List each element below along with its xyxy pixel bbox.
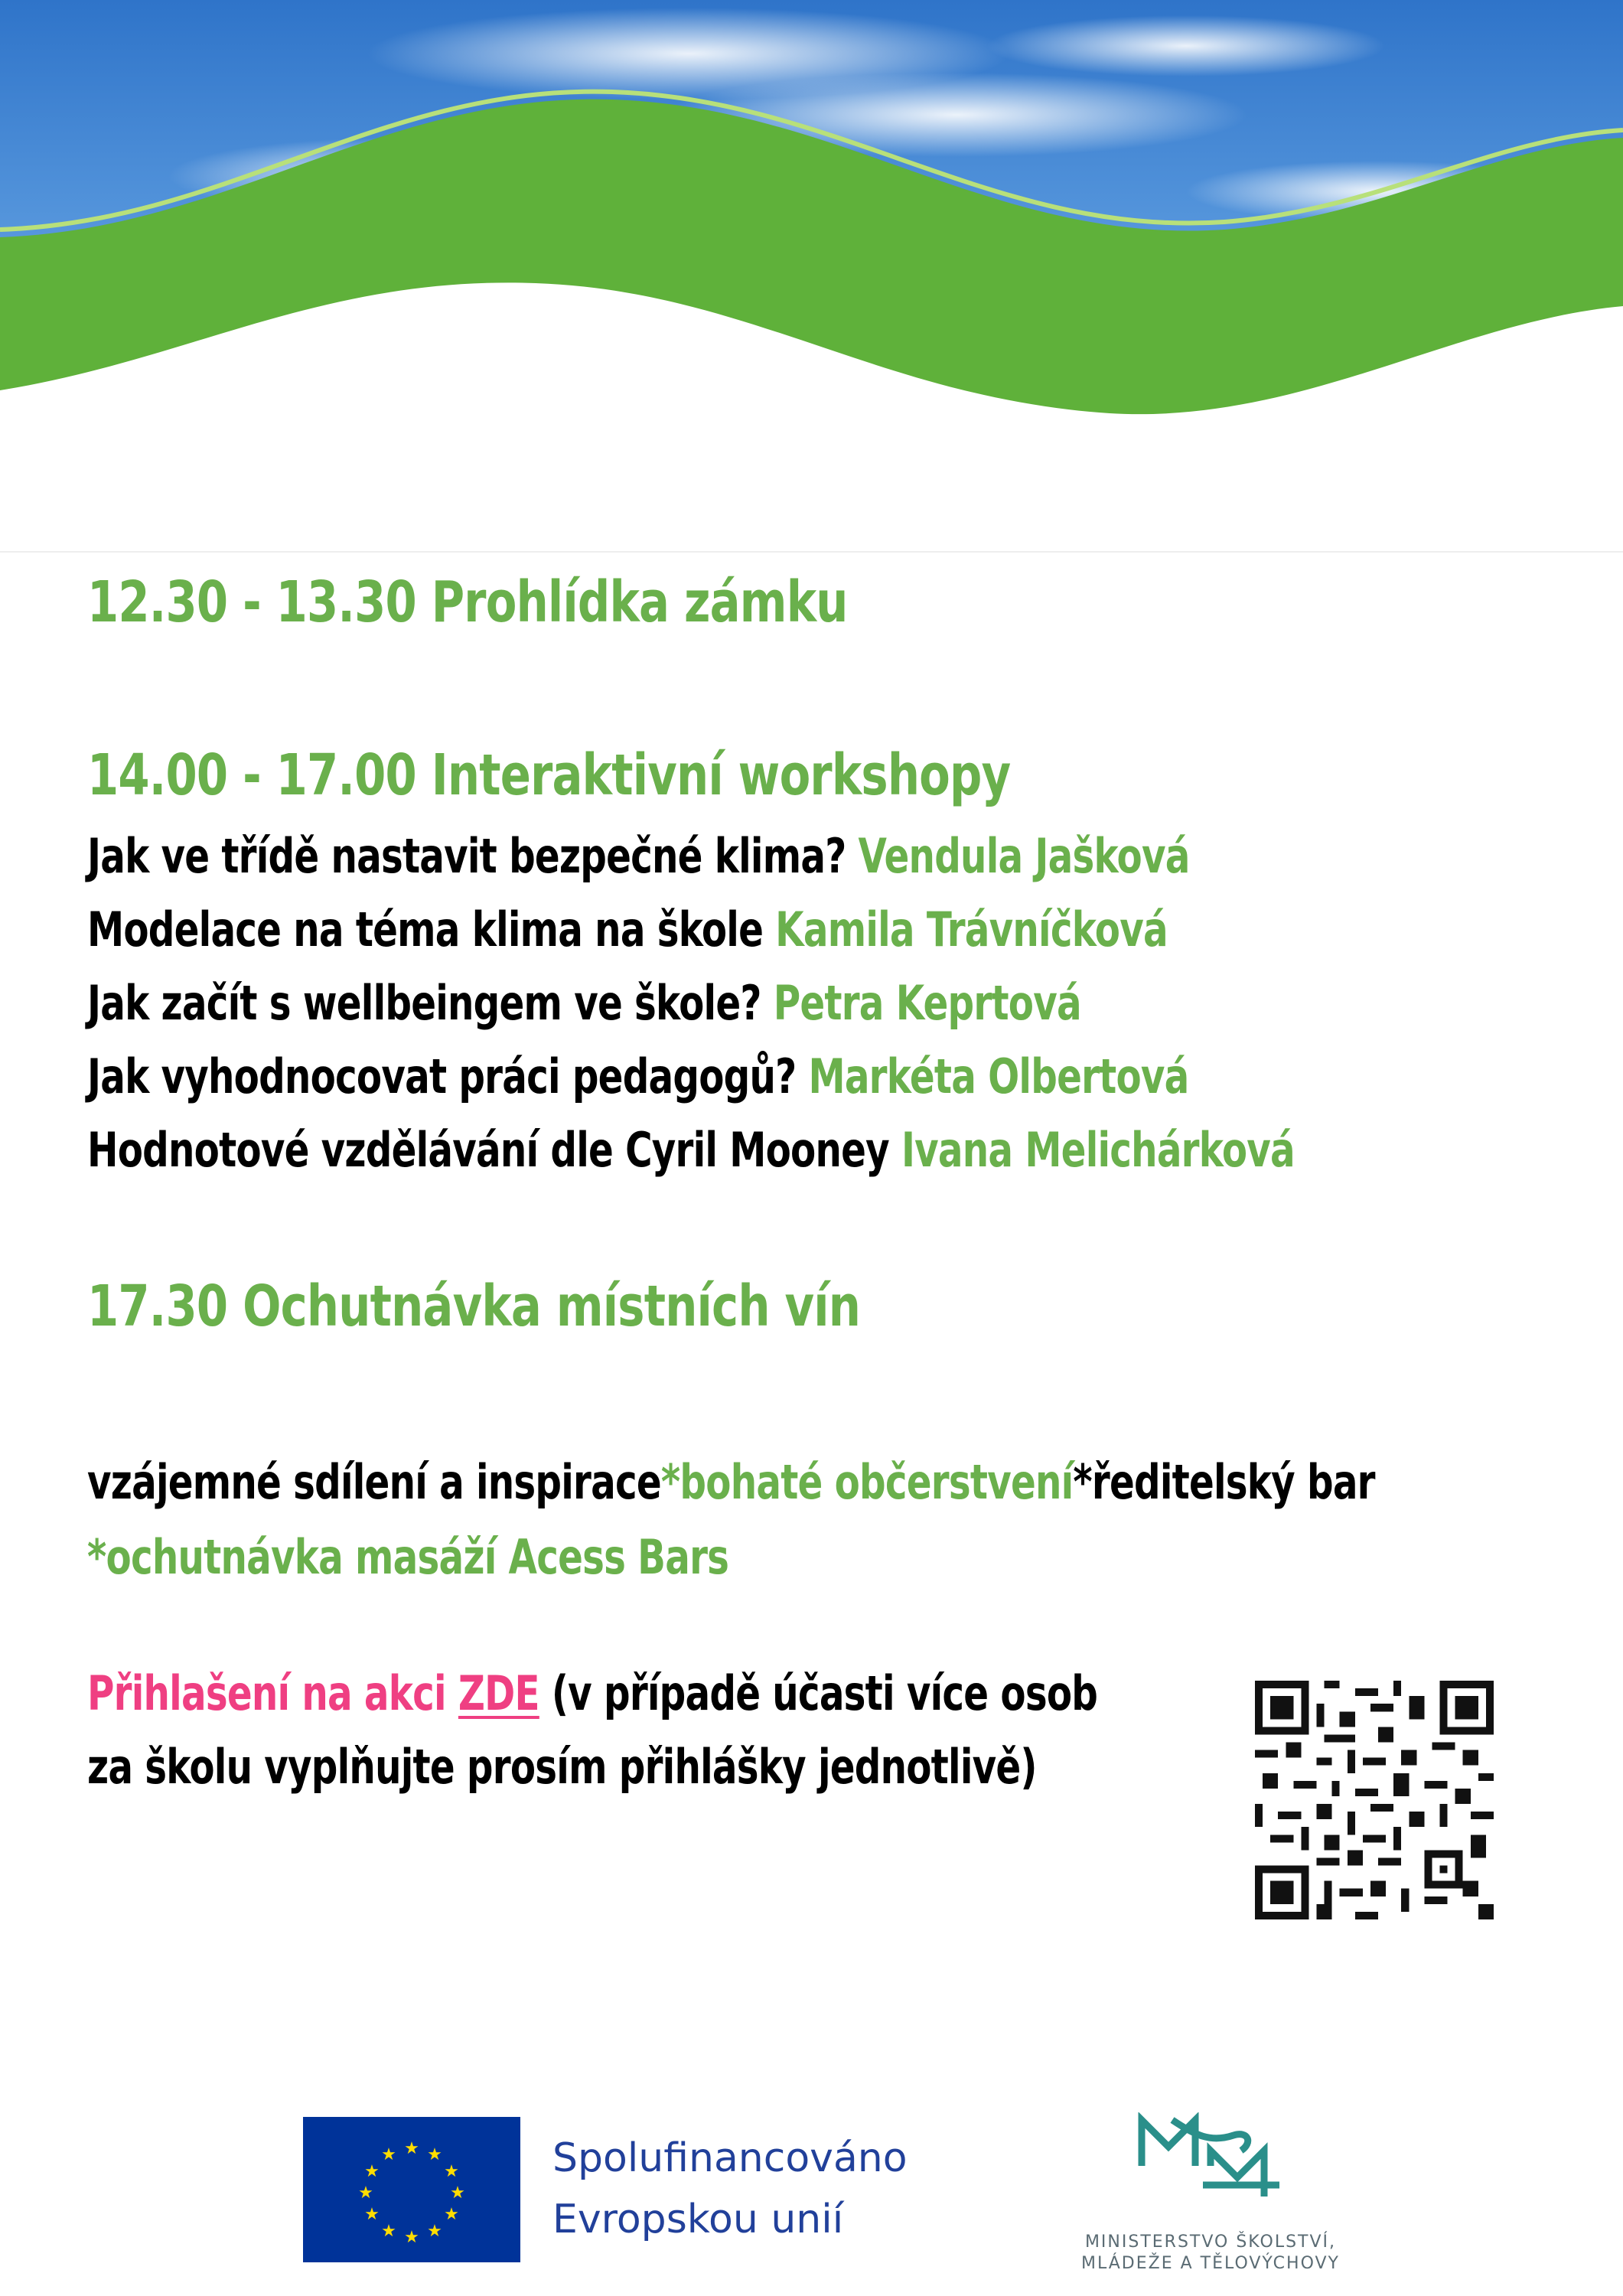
eu-flag-logo bbox=[303, 2117, 520, 2262]
extras-sharing: vzájemné sdílení a inspirace bbox=[87, 1454, 661, 1510]
registration-link[interactable]: ZDE bbox=[458, 1665, 539, 1721]
footer-logos bbox=[0, 2097, 1623, 2296]
workshop-title: Jak začít s wellbeingem ve škole? bbox=[87, 975, 761, 1031]
svg-text:★: ★ bbox=[404, 2228, 419, 2247]
extras-bar: *ředitelský bar bbox=[1073, 1454, 1375, 1510]
svg-text:★: ★ bbox=[364, 2205, 380, 2224]
svg-text:★: ★ bbox=[404, 2139, 419, 2158]
qr-code[interactable] bbox=[1255, 1681, 1494, 1919]
extras-refreshments: *bohaté občerstvení bbox=[660, 1454, 1074, 1510]
workshop-item bbox=[87, 1122, 1295, 1178]
workshop-speaker: Markéta Olbertová bbox=[808, 1049, 1189, 1104]
workshop-speaker: Vendula Jašková bbox=[858, 828, 1190, 884]
eu-text-line-1: Spolufinancováno bbox=[552, 2135, 908, 2181]
workshop-title: Hodnotové vzdělávání dle Cyril Mooney bbox=[87, 1122, 889, 1178]
workshop-title: Jak vyhodnocovat práci pedagogů? bbox=[87, 1049, 797, 1104]
registration-note: (v případě účasti více osob bbox=[539, 1665, 1098, 1721]
header-divider bbox=[0, 551, 1623, 553]
svg-text:★: ★ bbox=[427, 2222, 442, 2241]
workshop-item bbox=[87, 975, 1081, 1031]
eu-text-line-2: Evropskou unií bbox=[552, 2197, 844, 2242]
workshop-title: Jak ve třídě nastavit bezpečné klima? bbox=[87, 828, 846, 884]
program-heading-workshops: 14.00 - 17.00 Interaktivní workshopy bbox=[87, 742, 1011, 808]
msmt-name bbox=[1050, 2232, 1371, 2275]
workshop-speaker: Ivana Melichárková bbox=[901, 1122, 1295, 1178]
msmt-logo bbox=[1050, 2112, 1371, 2288]
svg-text:★: ★ bbox=[444, 2162, 459, 2181]
svg-text:★: ★ bbox=[381, 2222, 396, 2241]
svg-text:★: ★ bbox=[427, 2145, 442, 2164]
svg-text:★: ★ bbox=[444, 2205, 459, 2224]
workshop-speaker: Petra Keprtová bbox=[773, 975, 1081, 1031]
svg-text:★: ★ bbox=[450, 2183, 465, 2203]
svg-text:★: ★ bbox=[364, 2162, 380, 2181]
sky-wave-illustration bbox=[0, 0, 1623, 551]
svg-text:★: ★ bbox=[381, 2145, 396, 2164]
workshop-speaker: Kamila Trávníčková bbox=[775, 902, 1168, 957]
extras-massage: *ochutnávka masáží Acess Bars bbox=[87, 1529, 729, 1585]
workshop-title: Modelace na téma klima na škole bbox=[87, 902, 764, 957]
extras-line-1 bbox=[87, 1454, 1375, 1510]
svg-text:★: ★ bbox=[358, 2183, 373, 2203]
msmt-line-1: MINISTERSTVO ŠKOLSTVÍ, bbox=[1084, 2232, 1337, 2252]
registration-line-1 bbox=[87, 1665, 1097, 1721]
program-heading-wine: 17.30 Ochutnávka místních vín bbox=[87, 1274, 861, 1339]
eu-cofunded-text bbox=[552, 2128, 908, 2250]
registration-line-2: za školu vyplňujte prosím přihlášky jednotlivě) bbox=[87, 1739, 1037, 1795]
registration-lead: Přihlašení na akci bbox=[87, 1665, 458, 1721]
header-banner bbox=[0, 0, 1623, 551]
msmt-monogram bbox=[1126, 2112, 1279, 2204]
workshop-item bbox=[87, 1049, 1189, 1104]
program-heading-tour: 12.30 - 13.30 Prohlídka zámku bbox=[87, 569, 848, 635]
msmt-line-2: MLÁDEŽE A TĚLOVÝCHOVY bbox=[1081, 2254, 1340, 2273]
workshop-item bbox=[87, 828, 1190, 884]
workshop-item bbox=[87, 902, 1168, 957]
